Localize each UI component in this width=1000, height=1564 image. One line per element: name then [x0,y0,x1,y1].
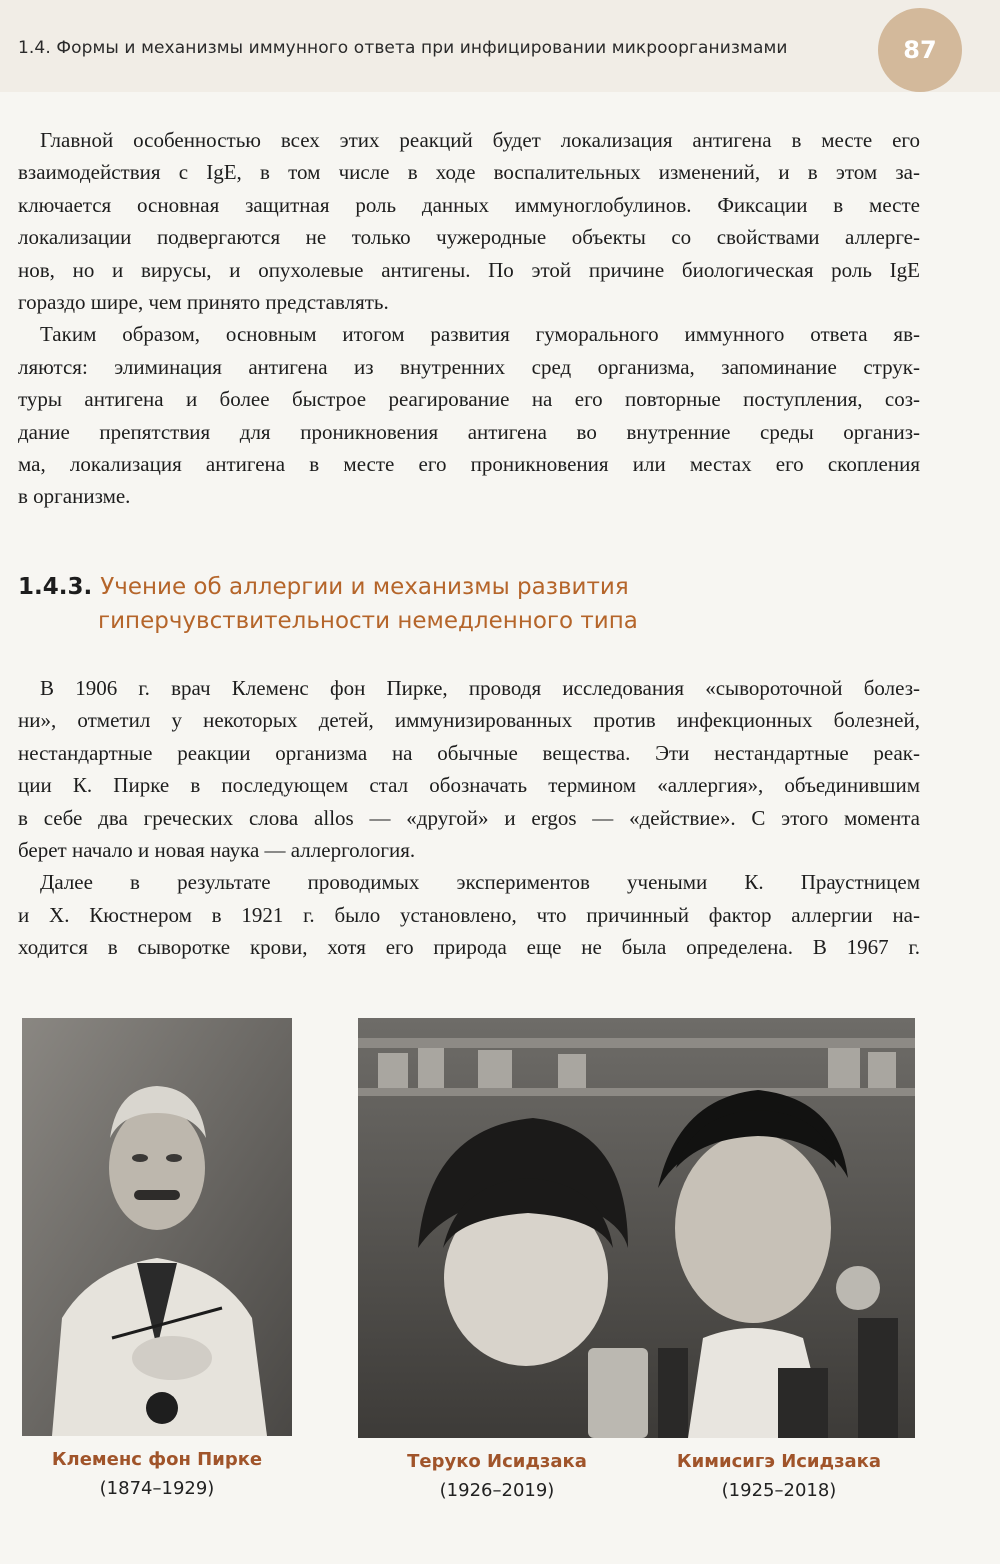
text-line: ни», отметил у некоторых детей, иммунизированных против инфекционных болезней, [18,708,920,733]
caption-name: Клеменс фон Пирке [51,1449,263,1470]
page-number-badge: 87 [878,8,962,92]
caption-name: Кимисигэ Исидзака [676,1451,882,1472]
text-line: ходится в сыворотке крови, хотя его природа еще не была определена. В 1967 г. [18,935,920,960]
text-line: ключается основная защитная роль данных иммуноглобулинов. Фиксации в месте [18,192,920,217]
section-title-line-2: гиперчувствительности немедленного типа [98,608,638,634]
text-line: гораздо шире, чем принято представлять. [18,290,389,315]
photo-ishizaka-couple [358,1018,915,1438]
text-line: взаимодействия с IgE, в том числе в ходе воспалительных изменений, и в этом за- [18,160,920,185]
text-line: Далее в результате проводимых экспериментов учеными К. Праустницем [40,870,920,895]
running-head: 1.4. Формы и механизмы иммунного ответа при инфицировании микроорганизмами [18,38,788,58]
lab-photo-illustration [358,1018,915,1438]
caption-teruko [372,1448,622,1506]
text-line: ма, локализация антигена в месте его проникновения или местах его скопления [18,452,920,477]
text-line: ляются: элиминация антигена из внутренних сред организма, запоминание струк- [18,354,920,379]
portrait-photo-pirquet [22,1018,292,1436]
portrait-illustration [22,1018,292,1436]
caption-years: (1925–2018) [721,1480,837,1501]
text-block-1 [18,124,920,513]
text-line: В 1906 г. врач Клеменс фон Пирке, проводя исследования «сывороточной болез- [40,676,920,700]
text-line: локализации подвергаются не только чужеродные объекты со свойствами аллерге- [18,225,920,250]
caption-years: (1926–2019) [439,1480,555,1501]
text-line: Таким образом, основным итогом развития гуморального иммунного ответа яв- [40,322,920,347]
section-number: 1.4.3. [18,574,93,600]
text-line: дание препятствия для проникновения антигена во внутренние среды организ- [18,419,920,444]
text-line: туры антигена и более быстрое реагирование на его повторные поступления, соз- [18,387,920,412]
text-line: в себе два греческих слова allos — «другой» и ergos — «действие». С этого момента [18,805,920,830]
text-line: в организме. [18,484,131,509]
text-line: и Х. Кюстнером в 1921 г. было установлено, что причинный фактор аллергии на- [18,902,920,927]
text-line: берет начало и новая наука — аллергология. [18,838,416,863]
caption-years: (1874–1929) [99,1478,215,1499]
text-line: Главной особенностью всех этих реакций будет локализация антигена в месте его [40,128,920,152]
text-line: ции К. Пирке в последующем стал обозначать термином «аллергия», объединившим [18,773,920,798]
caption-pirquet [22,1446,292,1504]
section-title-line-1: Учение об аллергии и механизмы развития [100,574,629,600]
section-heading [18,570,638,638]
text-line: нов, но и вирусы, и опухолевые антигены. По этой причине биологическая роль IgE [18,257,920,282]
text-line: нестандартные реакции организма на обычные вещества. Эти нестандартные реак- [18,740,920,765]
caption-name: Теруко Исидзака [407,1451,587,1472]
caption-kimishige [650,1448,908,1506]
text-block-2 [18,672,920,964]
